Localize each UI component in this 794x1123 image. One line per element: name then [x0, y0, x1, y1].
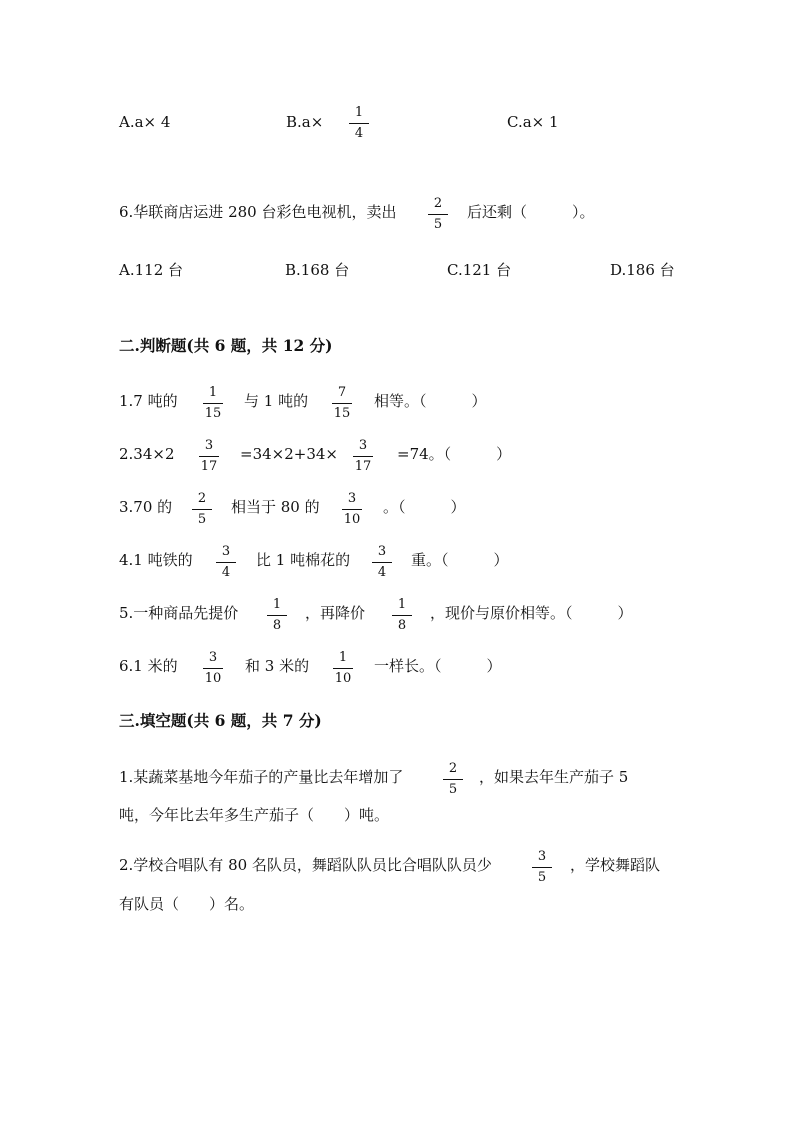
q6-fraction: 2 5 [425, 197, 451, 232]
fraction: 3 17 [354, 438, 372, 474]
fraction: 1 10 [334, 650, 352, 686]
q6-row [0, 192, 794, 232]
judge-item-3: 3.70 的 2 5 相当于 80 的 3 10 。（ ） [119, 491, 466, 527]
q6-text-pre: 6.华联商店运进 280 台彩色电视机，卖出 [119, 203, 397, 221]
q6-option-b[interactable]: B.168 台 [285, 261, 350, 279]
fraction: 3 10 [343, 491, 361, 527]
q6-option-c[interactable]: C.121 台 [447, 261, 512, 279]
q6-option-a[interactable]: A.112 台 [119, 261, 183, 279]
q6-option-d[interactable]: D.186 台 [610, 261, 675, 279]
fill-item-1-line2[interactable]: 吨，今年比去年多生产茄子（ ）吨。 [119, 806, 390, 824]
q5-option-c[interactable]: C.a× 1 [507, 113, 559, 131]
judge-item-5: 5.一种商品先提价 1 8 ，再降价 1 8 ，现价与原价相等。（ ） [119, 597, 633, 633]
answer-blank[interactable]: 重。（ ） [411, 551, 509, 569]
fraction: 1 15 [204, 385, 222, 421]
fraction: 3 10 [204, 650, 222, 686]
fraction: 3 5 [529, 850, 555, 885]
fraction: 2 5 [440, 762, 466, 797]
section3-title: 三.填空题(共 6 题，共 7 分) [119, 711, 322, 730]
answer-blank[interactable]: =74。（ ） [397, 445, 512, 463]
fraction: 1 8 [264, 598, 290, 633]
judge-item-6: 6.1 米的 3 10 和 3 米的 1 10 一样长。（ ） [119, 650, 502, 686]
q6-text-post: 后还剩（ ）。 [467, 203, 595, 221]
q5-options-row [0, 100, 794, 140]
answer-blank[interactable]: 相等。（ ） [374, 392, 487, 410]
q5-option-a[interactable]: A.a× 4 [119, 113, 171, 131]
fill-item-2-line2[interactable]: 有队员（ ）名。 [119, 895, 255, 913]
judge-item-1: 1.7 吨的 1 15 与 1 吨的 7 15 相等。（ ） [119, 385, 487, 421]
judge-item-2: 2.34×2 3 17 =34×2+34× 3 17 =74。（ ） [119, 438, 512, 474]
fill-item-1: 1.某蔬菜基地今年茄子的产量比去年增加了 2 5 ，如果去年生产茄子 5 [119, 761, 629, 797]
q5-option-b-fraction: 1 4 [346, 106, 372, 141]
q6-options-row [0, 250, 794, 290]
fill-item-2: 2.学校合唱队有 80 名队员，舞蹈队队员比合唱队队员少 3 5 ，学校舞蹈队 [119, 849, 661, 885]
fraction: 3 17 [200, 438, 218, 474]
answer-blank[interactable]: 一样长。（ ） [374, 657, 502, 675]
section2-title: 二.判断题(共 6 题，共 12 分) [119, 336, 333, 355]
q5-option-b[interactable]: B.a× [286, 113, 324, 131]
fraction: 7 15 [333, 385, 351, 421]
fraction: 3 4 [369, 545, 395, 580]
answer-blank[interactable]: 。（ ） [383, 498, 466, 516]
fraction: 2 5 [189, 492, 215, 527]
fraction: 3 4 [213, 545, 239, 580]
judge-item-4: 4.1 吨铁的 3 4 比 1 吨棉花的 3 4 重。（ ） [119, 544, 509, 580]
fraction: 1 8 [389, 598, 415, 633]
answer-blank[interactable]: ，现价与原价相等。（ ） [430, 604, 633, 622]
